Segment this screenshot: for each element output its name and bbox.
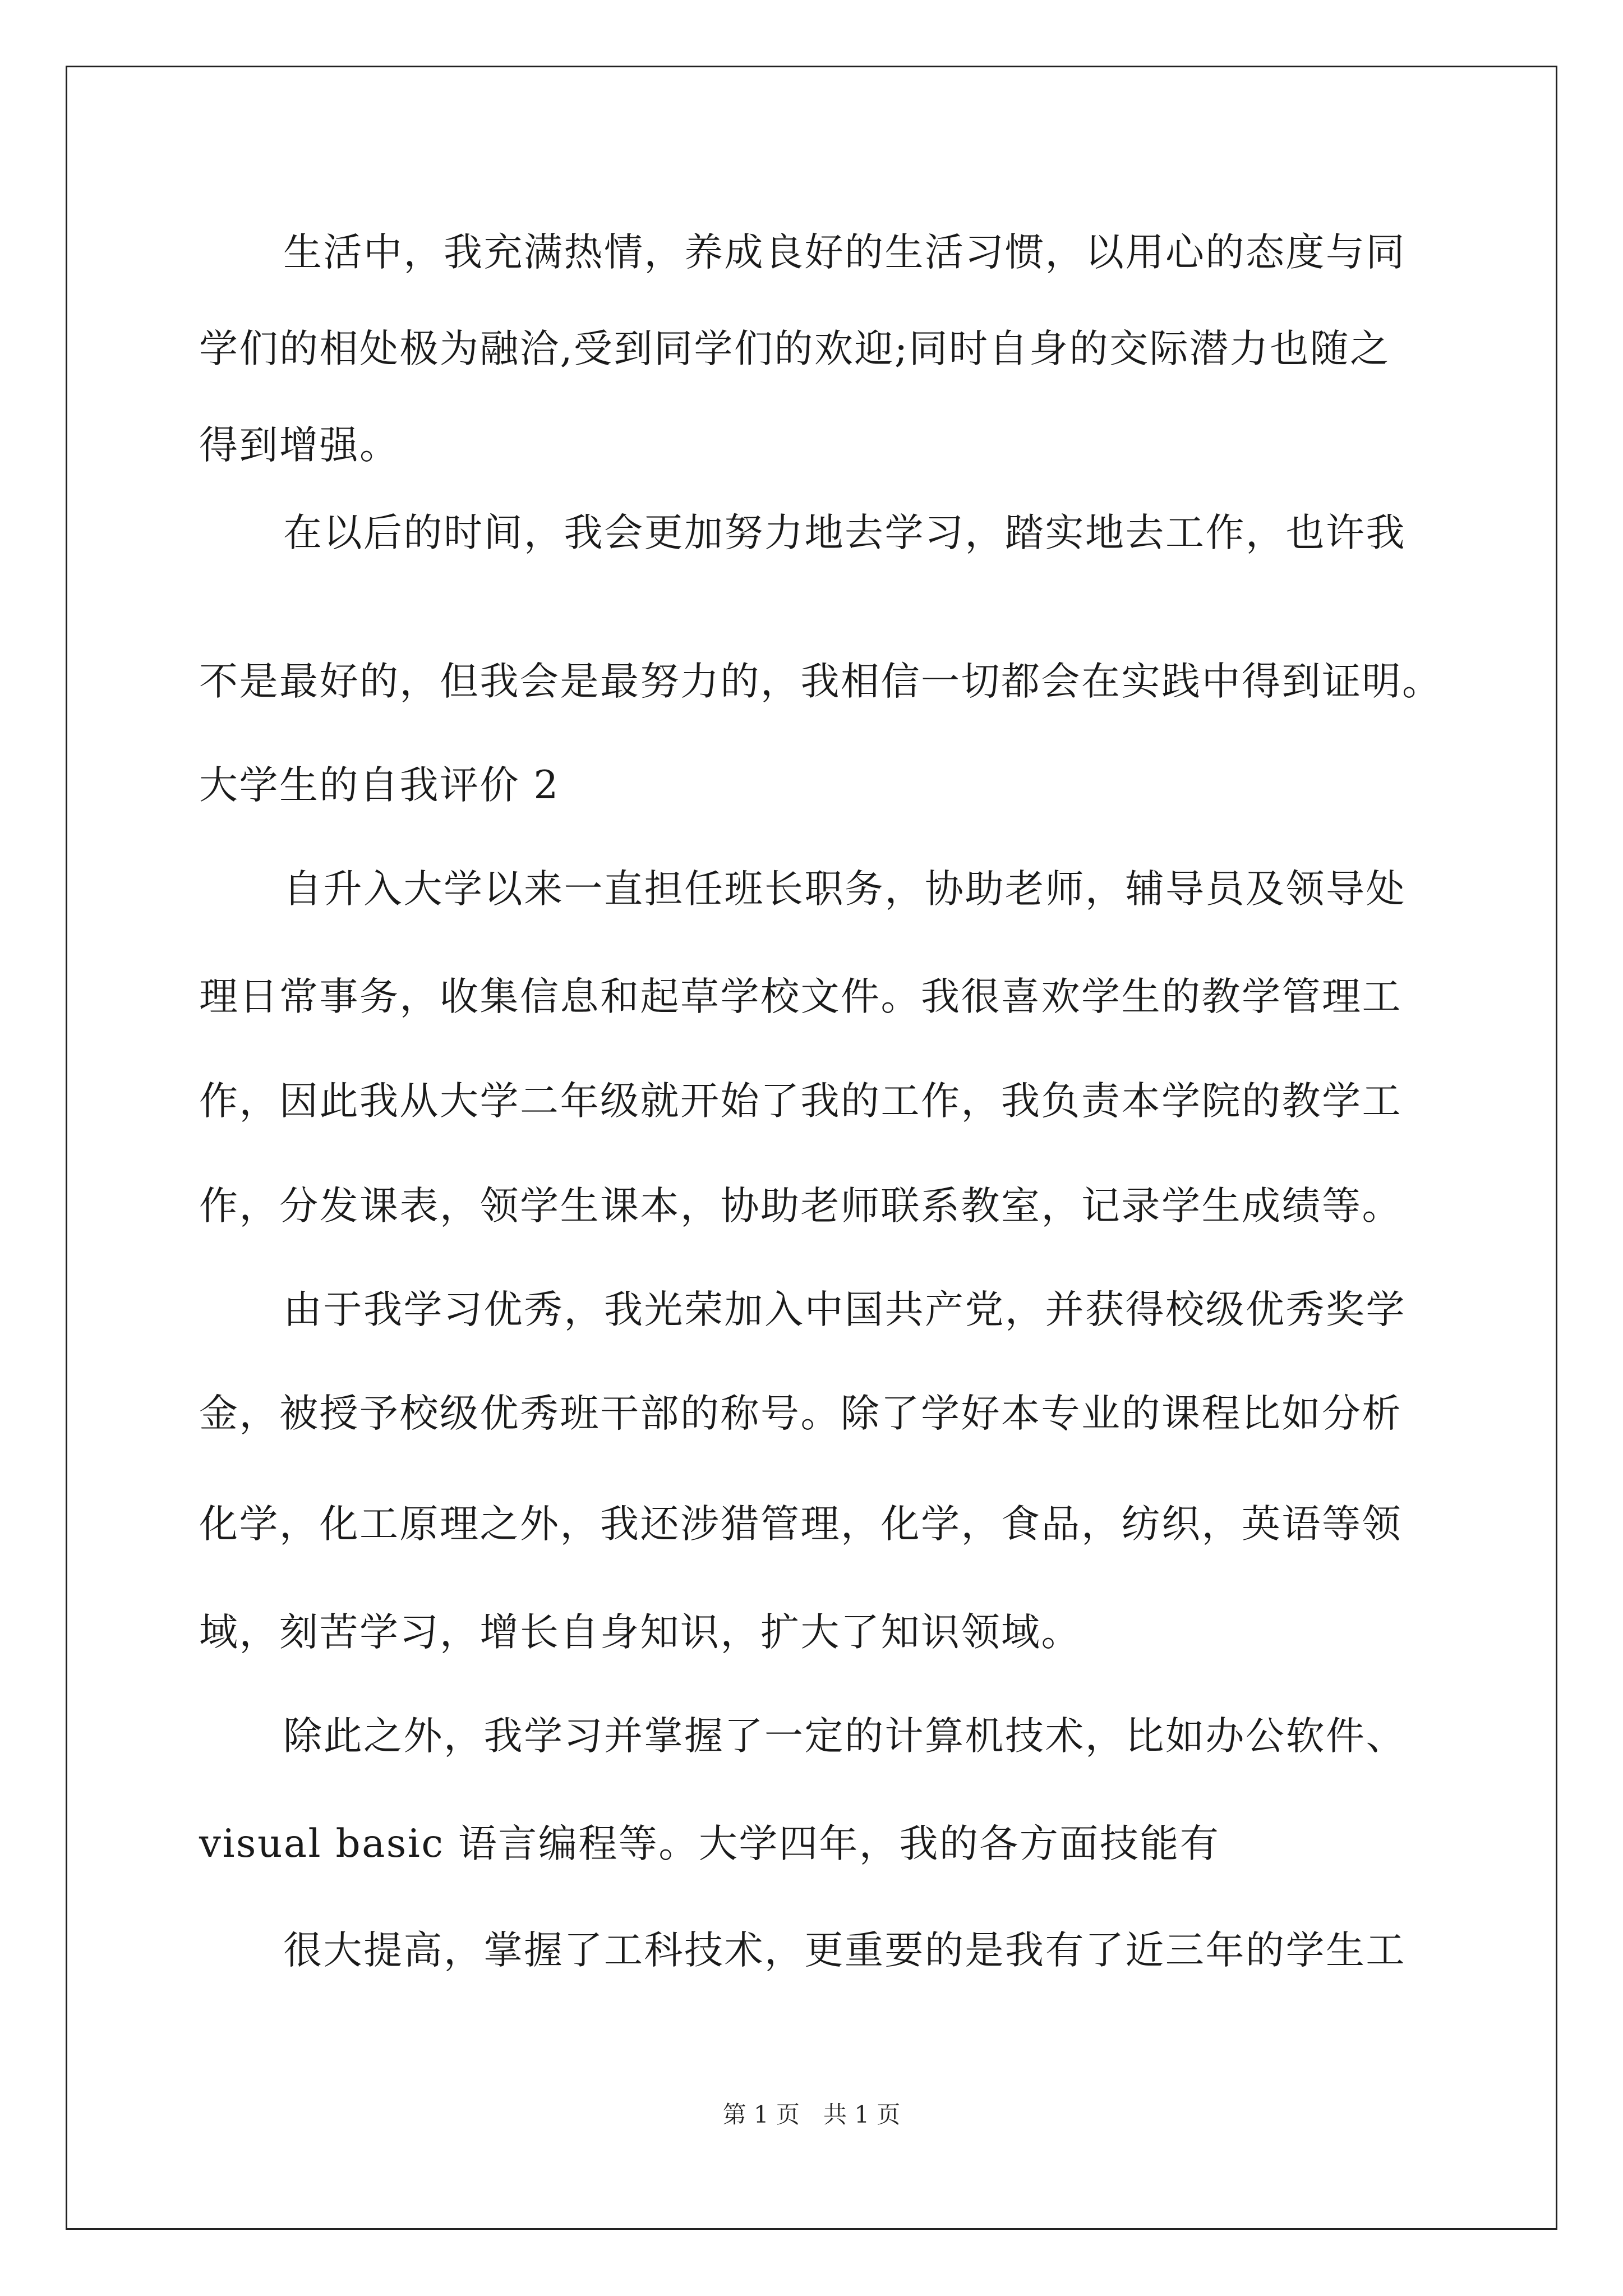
paragraph-line: 很大提高，掌握了工科技术，更重要的是我有了近三年的学生工 bbox=[283, 1928, 1406, 1973]
paragraph-line: 由于我学习优秀，我光荣加入中国共产党，并获得校级优秀奖学 bbox=[283, 1287, 1406, 1332]
paragraph-line: 学们的相处极为融洽,受到同学们的欢迎;同时自身的交际潜力也随之 bbox=[199, 326, 1390, 371]
paragraph-line: 不是最好的，但我会是最努力的，我相信一切都会在实践中得到证明。 bbox=[199, 659, 1442, 704]
paragraph-line: 化学，化工原理之外，我还涉猎管理，化学，食品，纺织，英语等领 bbox=[199, 1502, 1402, 1547]
paragraph-line: 自升入大学以来一直担任班长职务，协助老师，辅导员及领导处 bbox=[283, 867, 1406, 912]
paragraph-line: 作，因此我从大学二年级就开始了我的工作，我负责本学院的教学工 bbox=[199, 1079, 1402, 1124]
section-heading: 大学生的自我评价 2 bbox=[199, 763, 560, 808]
paragraph-line: 在以后的时间，我会更加努力地去学习，踏实地去工作，也许我 bbox=[283, 510, 1406, 555]
paragraph-line: visual basic 语言编程等。大学四年，我的各方面技能有 bbox=[199, 1821, 1220, 1866]
page-number: 第 1 页 共 1 页 bbox=[722, 2101, 901, 2128]
paragraph-line: 理日常事务，收集信息和起草学校文件。我很喜欢学生的教学管理工 bbox=[199, 974, 1402, 1019]
paragraph-line: 得到增强。 bbox=[199, 423, 400, 468]
paragraph-line: 生活中，我充满热情，养成良好的生活习惯，以用心的态度与同 bbox=[283, 230, 1406, 275]
paragraph-line: 除此之外，我学习并掌握了一定的计算机技术，比如办公软件、 bbox=[283, 1714, 1406, 1759]
page-border bbox=[66, 66, 1557, 2230]
paragraph-line: 金，被授予校级优秀班干部的称号。除了学好本专业的课程比如分析 bbox=[199, 1391, 1402, 1436]
paragraph-line: 域，刻苦学习，增长自身知识，扩大了知识领域。 bbox=[199, 1610, 1081, 1655]
paragraph-line: 作，分发课表，领学生课本，协助老师联系教室，记录学生成绩等。 bbox=[199, 1184, 1402, 1228]
